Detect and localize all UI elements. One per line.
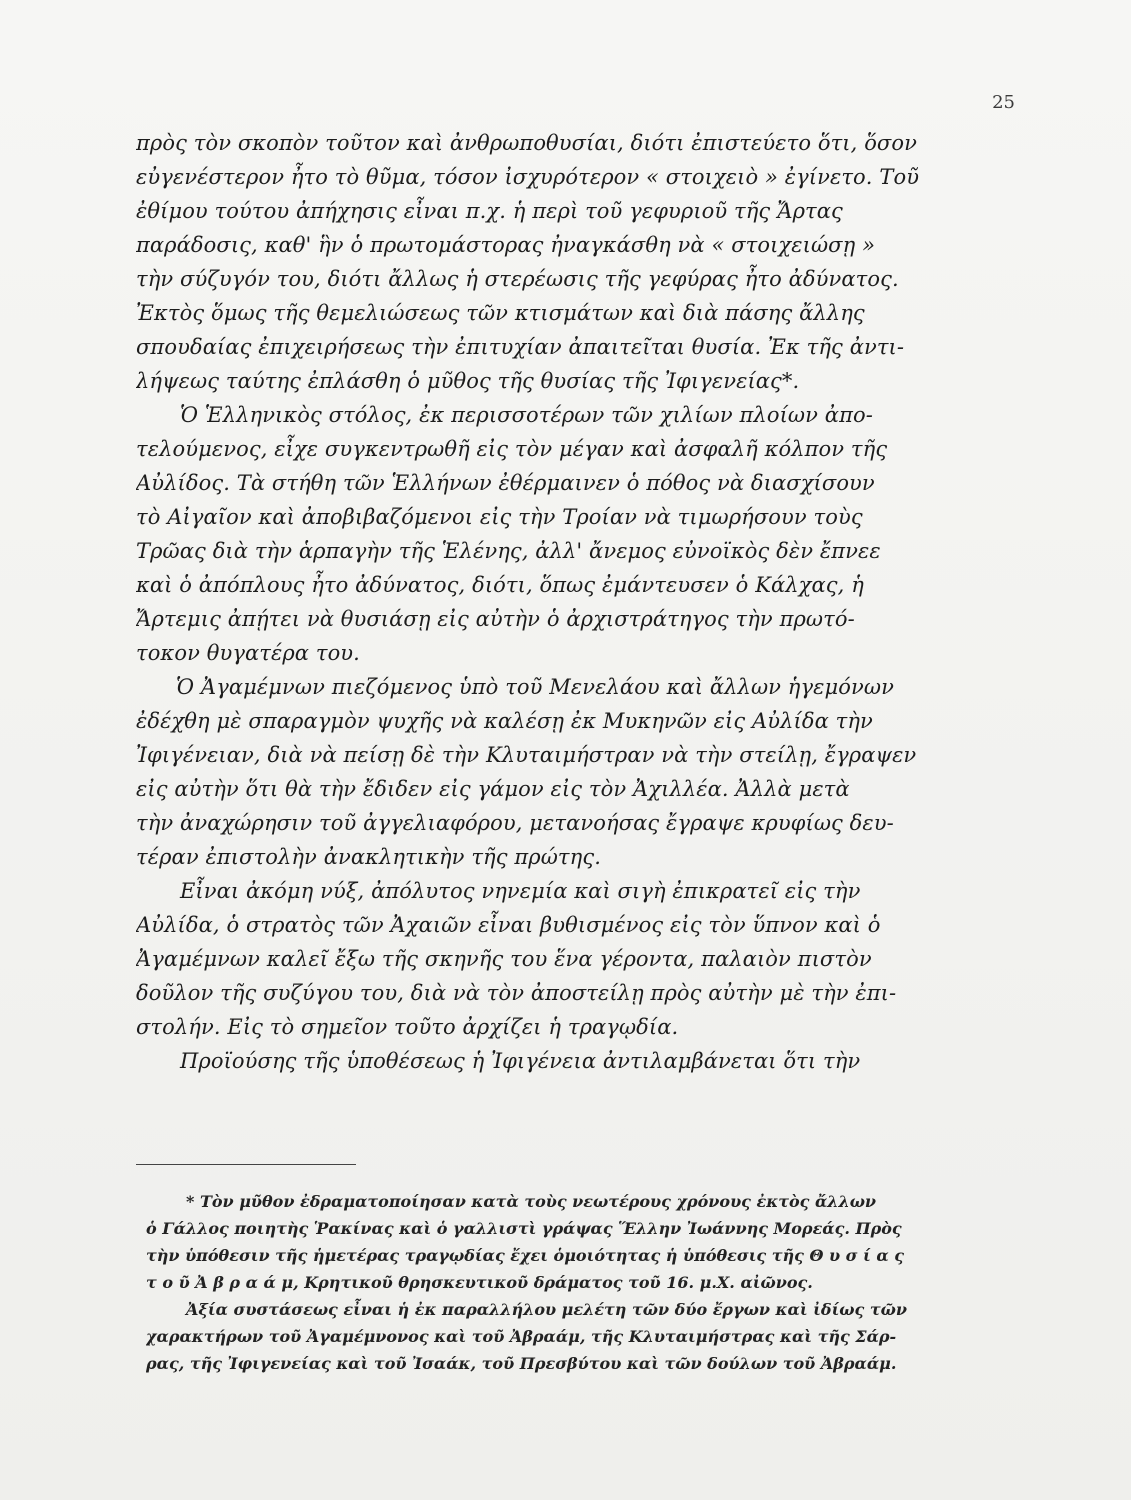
footnote-line: Ἀξία συστάσεως εἶναι ἡ ἐκ παραλλήλου μελέτη τῶν δύο ἔργων καὶ ἰδίως τῶν xyxy=(186,1300,907,1319)
paragraph-start-line: Εἶναι ἀκόμη νύξ, ἀπόλυτος νηνεμία καὶ σιγὴ ἐπικρατεῖ εἰς τὴν xyxy=(180,879,861,903)
text-line: πρὸς τὸν σκοπὸν τοῦτον καὶ ἀνθρωποθυσίαι, διότι ἐπιστεύετο ὅτι, ὅσον xyxy=(136,131,917,155)
text-line: τὸ Αἰγαῖον καὶ ἀποβιβαζόμενοι εἰς τὴν Τροίαν νὰ τιμωρήσουν τοὺς xyxy=(136,505,863,529)
text-line: Ἰφιγένειαν, διὰ νὰ πείσῃ δὲ τὴν Κλυταιμήστραν νὰ τὴν στείλῃ, ἔγραψεν xyxy=(136,743,917,767)
text-line: τοκον θυγατέρα του. xyxy=(136,641,360,665)
text-line: εὐγενέστερον ἦτο τὸ θῦμα, τόσον ἰσχυρότερον « στοιχειὸ » ἐγίνετο. Τοῦ xyxy=(136,165,920,189)
footnote-line: * Τὸν μῦθον ἐδραματοποίησαν κατὰ τοὺς νεωτέρους χρόνους ἐκτὸς ἄλλων xyxy=(186,1192,877,1211)
footnote-line: ὁ Γάλλος ποιητὴς Ῥακίνας καὶ ὁ γαλλιστὶ γράψας Ἕλλην Ἰωάννης Μορεάς. Πρὸς xyxy=(146,1219,902,1238)
text-line: καὶ ὁ ἀπόπλους ἦτο ἀδύνατος, διότι, ὅπως ἐμάντευσεν ὁ Κάλχας, ἡ xyxy=(136,573,864,597)
footnote-line: χαρακτήρων τοῦ Ἀγαμέμνονος καὶ τοῦ Ἀβραάμ, τῆς Κλυταιμήστρας καὶ τῆς Σάρ- xyxy=(146,1327,897,1346)
text-line: εἰς αὐτὴν ὅτι θὰ τὴν ἔδιδεν εἰς γάμον εἰς τὸν Ἀχιλλέα. Ἀλλὰ μετὰ xyxy=(136,777,850,801)
footnote xyxy=(146,1188,991,1377)
text-line: τέραν ἐπιστολὴν ἀνακλητικὴν τῆς πρώτης. xyxy=(136,845,601,869)
text-line: Ἄρτεμις ἀπῄτει νὰ θυσιάσῃ εἰς αὐτὴν ὁ ἀρχιστράτηγος τὴν πρωτό- xyxy=(136,607,855,631)
text-line: σπουδαίας ἐπιχειρήσεως τὴν ἐπιτυχίαν ἀπαιτεῖται θυσία. Ἐκ τῆς ἀντι- xyxy=(136,335,905,359)
text-line: Αὐλίδος. Τὰ στήθη τῶν Ἑλλήνων ἐθέρμαινεν ὁ πόθος νὰ διασχίσουν xyxy=(136,471,875,495)
text-line: Αὐλίδα, ὁ στρατὸς τῶν Ἀχαιῶν εἶναι βυθισμένος εἰς τὸν ὕπνον καὶ ὁ xyxy=(136,913,881,937)
text-line: ἐθίμου τούτου ἀπήχησις εἶναι π.χ. ἡ περὶ τοῦ γεφυριοῦ τῆς Ἄρτας xyxy=(136,199,843,223)
text-line: Ἐκτὸς ὅμως τῆς θεμελιώσεως τῶν κτισμάτων καὶ διὰ πάσης ἄλλης xyxy=(136,301,865,325)
paragraph-start-line: Ὁ Ἀγαμέμνων πιεζόμενος ὑπὸ τοῦ Μενελάου καὶ ἄλλων ἡγεμόνων xyxy=(176,675,894,699)
paragraph-start-line: Προϊούσης τῆς ὑποθέσεως ἡ Ἰφιγένεια ἀντιλαμβάνεται ὅτι τὴν xyxy=(180,1049,861,1073)
text-line: τὴν ἀναχώρησιν τοῦ ἀγγελιαφόρου, μετανοήσας ἔγραψε κρυφίως δευ- xyxy=(136,811,894,835)
text-line: τελούμενος, εἶχε συγκεντρωθῆ εἰς τὸν μέγαν καὶ ἀσφαλῆ κόλπον τῆς xyxy=(136,437,888,461)
footnote-line: ρας, τῆς Ἰφιγενείας καὶ τοῦ Ἰσαάκ, τοῦ Πρεσβύτου καὶ τῶν δούλων τοῦ Ἀβραάμ. xyxy=(146,1354,897,1373)
text-line: τὴν σύζυγόν του, διότι ἄλλως ἡ στερέωσις τῆς γεφύρας ἦτο ἀδύνατος. xyxy=(136,267,899,291)
page-number: 25 xyxy=(992,92,1015,113)
text-line: Ἀγαμέμνων καλεῖ ἔξω τῆς σκηνῆς του ἕνα γέροντα, παλαιὸν πιστὸν xyxy=(136,947,872,971)
text-line: Τρῶας διὰ τὴν ἁρπαγὴν τῆς Ἑλένης, ἀλλ' ἄνεμος εὐνοϊκὸς δὲν ἔπνεε xyxy=(136,539,881,563)
text-line: στολήν. Εἰς τὸ σημεῖον τοῦτο ἀρχίζει ἡ τραγῳδία. xyxy=(136,1015,679,1039)
text-line: ἐδέχθη μὲ σπαραγμὸν ψυχῆς νὰ καλέσῃ ἐκ Μυκηνῶν εἰς Αὐλίδα τὴν xyxy=(136,709,873,733)
footnote-separator xyxy=(136,1164,356,1165)
paragraph-start-line: Ὁ Ἑλληνικὸς στόλος, ἐκ περισσοτέρων τῶν χιλίων πλοίων ἀπο- xyxy=(180,403,873,427)
text-line: δοῦλον τῆς συζύγου του, διὰ νὰ τὸν ἀποστείλῃ πρὸς αὐτὴν μὲ τὴν ἐπι- xyxy=(136,981,897,1005)
footnote-line: τὴν ὑπόθεσιν τῆς ἡμετέρας τραγῳδίας ἔχει ὁμοιότητας ἡ ὑπόθεσις τῆς Θ υ σ ί α ς xyxy=(146,1246,904,1265)
text-line: λήψεως ταύτης ἐπλάσθη ὁ μῦθος τῆς θυσίας τῆς Ἰφιγενείας*. xyxy=(136,369,800,393)
text-line: παράδοσις, καθ' ἣν ὁ πρωτομάστορας ἠναγκάσθη νὰ « στοιχειώσῃ » xyxy=(136,233,876,257)
main-text xyxy=(136,126,996,1078)
footnote-line: τ ο ῦ Ἀ β ρ α ά μ, Κρητικοῦ θρησκευτικοῦ δράματος τοῦ 16. μ.Χ. αἰῶνος. xyxy=(146,1273,813,1292)
